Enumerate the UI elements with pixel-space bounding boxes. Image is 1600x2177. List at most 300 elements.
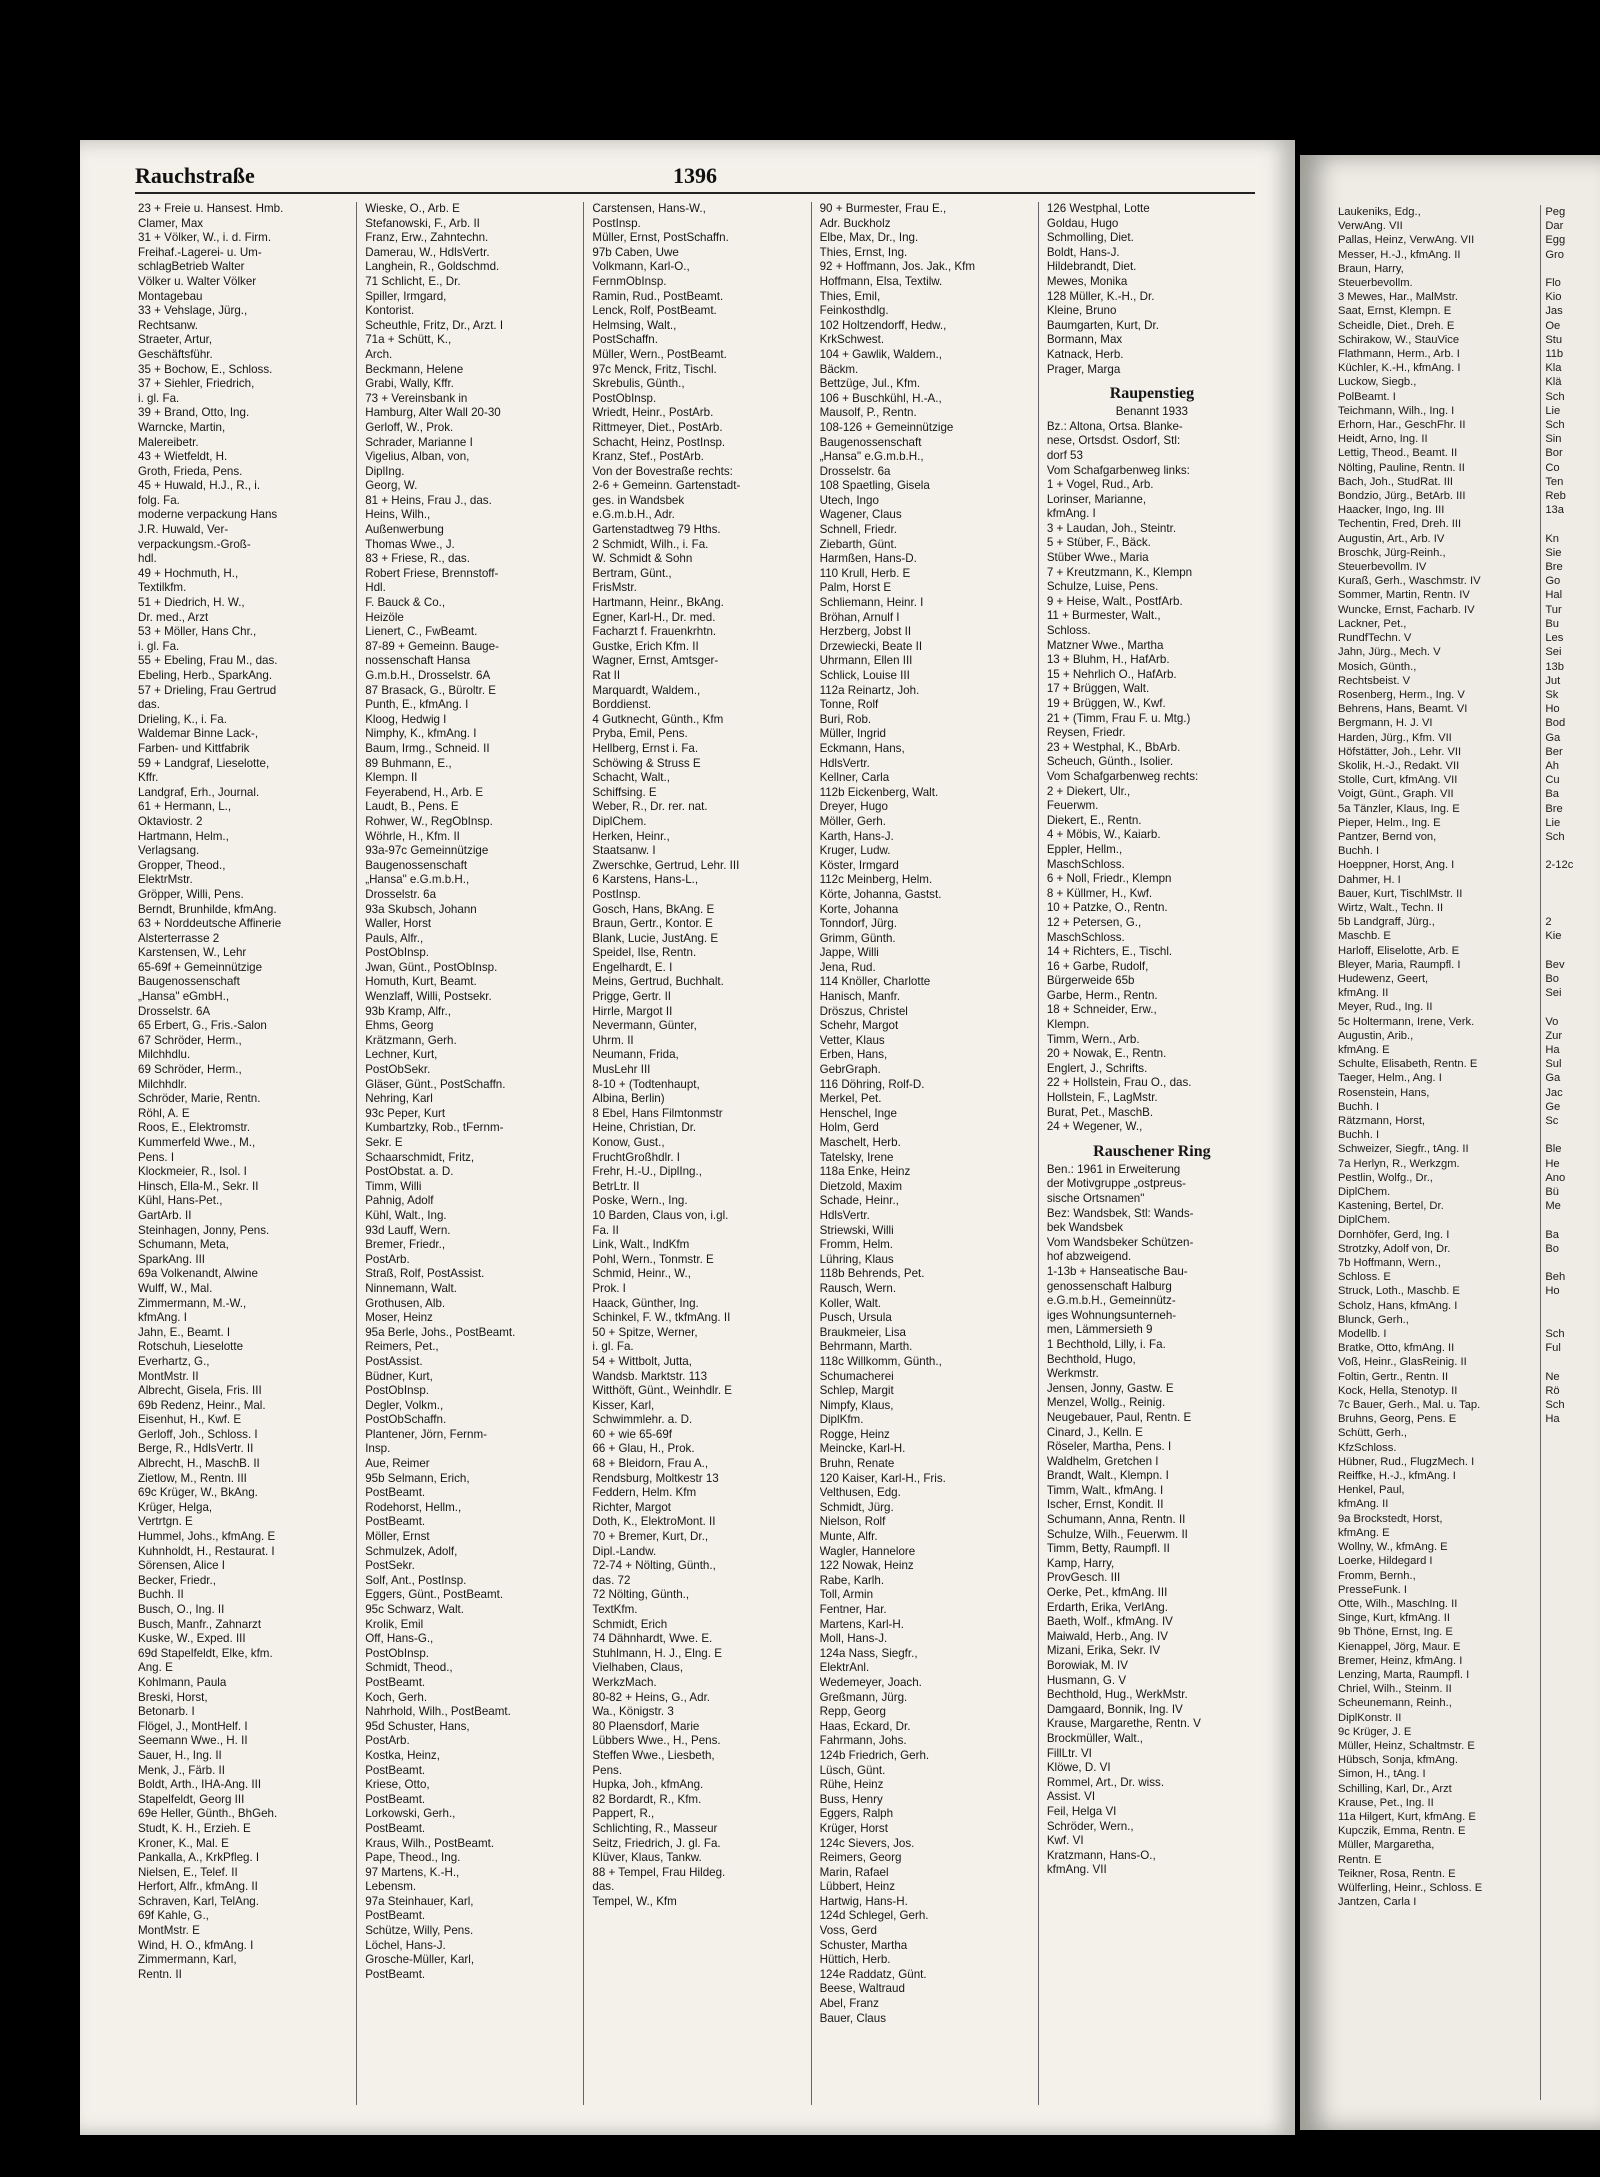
directory-entry: Laudt, B., Pens. E <box>365 800 459 814</box>
directory-entry: Oe <box>1545 319 1561 332</box>
directory-entry: Arch. <box>365 347 393 361</box>
directory-entry: Kraus, Wilh., PostBeamt. <box>365 1836 495 1850</box>
directory-entry: Textilkfm. <box>138 581 187 595</box>
right-directory-columns <box>1330 205 1600 2100</box>
directory-entry: PostInsp. <box>592 216 641 230</box>
directory-entry: Adr. Buckholz <box>819 216 891 230</box>
directory-entry <box>1545 1299 1596 1313</box>
directory-entry: 93a Skubsch, Johann <box>365 902 477 916</box>
directory-entry: Klöwe, D. VI <box>1046 1761 1111 1775</box>
directory-entry: Reiffke, H.-J., kfmAng. I <box>1338 1470 1456 1483</box>
directory-entry: MaschSchloss. <box>1046 857 1125 871</box>
directory-entry: Braun, Gertr., Kontor. E <box>592 917 713 931</box>
directory-entry: Feinkosthdlg. <box>819 304 889 318</box>
directory-entry: Kohlmann, Paula <box>138 1675 227 1689</box>
directory-entry: nese, Ortsdst. Osdorf, Stl: <box>1046 434 1181 448</box>
directory-entry: Gröpper, Willi, Pens. <box>138 887 244 901</box>
directory-entry: PostObInsp. <box>365 1384 430 1398</box>
directory-entry: Schumann, Meta, <box>138 1238 229 1252</box>
directory-entry <box>1545 944 1596 958</box>
directory-entry: Sch <box>1545 1399 1565 1412</box>
directory-entry: Witthöft, Günt., Weinhdlr. E <box>592 1384 733 1398</box>
directory-entry: Reimers, Pet., <box>365 1340 439 1354</box>
directory-entry: Assist. VI <box>1046 1790 1096 1804</box>
directory-entry <box>1545 1000 1596 1014</box>
directory-entry: Loerke, Hildegard I <box>1338 1555 1433 1568</box>
directory-entry <box>1545 887 1596 901</box>
directory-entry: Schlep, Margit <box>819 1384 894 1398</box>
directory-entry: Kuhnholdt, H., Restaurat. I <box>138 1544 275 1558</box>
directory-entry: PostBeamt. <box>365 1515 426 1529</box>
directory-entry: Weber, R., Dr. rer. nat. <box>592 800 708 814</box>
directory-entry: 1-13b + Hanseatische Bau- <box>1046 1264 1188 1278</box>
directory-entry: Scheuch, Günth., Isolier. <box>1046 755 1174 769</box>
directory-entry: bek Wandsbek <box>1046 1221 1124 1235</box>
directory-entry: Rendsburg, Moltkestr 13 <box>592 1471 719 1485</box>
directory-entry: Kuraß, Gerh., Waschmstr. IV <box>1338 575 1481 588</box>
directory-entry: Laukeniks, Edg., <box>1338 206 1421 218</box>
directory-entry: Timm, Walt., kfmAng. I <box>1046 1483 1164 1497</box>
directory-entry: 43 + Wietfeldt, H. <box>138 450 228 464</box>
directory-entry: 5 + Stüber, F., Bäck. <box>1046 536 1151 550</box>
directory-entry: 23 + Westphal, K., BbArb. <box>1046 740 1181 754</box>
directory-entry: Englert, J., Schrifts. <box>1046 1061 1148 1075</box>
directory-entry: Ben.: 1961 in Erweiterung <box>1046 1162 1181 1176</box>
directory-entry: Karth, Hans-J. <box>819 829 894 843</box>
directory-entry: Schacht, Heinz, PostInsp. <box>592 435 726 449</box>
directory-entry: Milchhdlu. <box>138 1048 191 1062</box>
directory-entry: 112a Reinartz, Joh. <box>819 683 920 697</box>
directory-entry: Drieling, K., i. Fa. <box>138 712 227 726</box>
directory-entry: Singe, Kurt, kfmAng. II <box>1338 1612 1450 1625</box>
directory-entry: Facharzt f. Frauenkrhtn. <box>592 625 717 639</box>
directory-entry: 22 + Hollstein, Frau O., das. <box>1046 1076 1192 1090</box>
directory-entry: VerwAng. VII <box>1338 220 1403 233</box>
directory-entry: Rechtsbeist. V <box>1338 674 1411 687</box>
directory-entry: Bez: Wandsbek, Stl: Wands- <box>1046 1206 1194 1220</box>
directory-entry: Bormann, Max <box>1046 333 1123 347</box>
directory-entry: Hdl. <box>365 581 386 595</box>
directory-entry: Hüttich, Herb. <box>819 1953 891 1967</box>
directory-entry: Bor <box>1545 447 1563 460</box>
directory-entry: Bettzüge, Jul., Kfm. <box>819 377 921 391</box>
directory-entry: Wandsb. Marktstr. 113 <box>592 1369 708 1383</box>
directory-entry: ProvGesch. III <box>1046 1571 1121 1585</box>
directory-entry: Bertram, Günt., <box>592 566 672 580</box>
directory-entry: Höfstätter, Joh., Lehr. VII <box>1338 745 1462 758</box>
directory-entry: Berge, R., HdlsVertr. II <box>138 1442 254 1456</box>
directory-entry: Jas <box>1545 305 1563 318</box>
directory-entry: Boldt, Arth., IHA-Ang. III <box>138 1778 262 1792</box>
directory-entry: Dipl.-Landw. <box>592 1544 657 1558</box>
directory-entry: 69d Stapelfeldt, Elke, kfm. <box>138 1646 273 1660</box>
directory-entry <box>1545 1256 1596 1270</box>
directory-entry: Pallas, Heinz, VerwAng. VII <box>1338 234 1475 247</box>
directory-entry: i. gl. Fa. <box>138 639 180 653</box>
directory-entry: Pohl, Wern., Tonmstr. E <box>592 1252 714 1266</box>
directory-entry: Bleyer, Maria, Raumpfl. I <box>1338 958 1461 971</box>
directory-entry: kfmAng. I <box>1046 507 1096 521</box>
directory-column <box>812 202 1039 2105</box>
directory-entry: 31 + Völker, W., i. d. Firm. <box>138 231 272 245</box>
directory-entry: GartArb. II <box>138 1208 192 1222</box>
directory-entry: 95a Berle, Johs., PostBeamt. <box>365 1325 516 1339</box>
directory-entry: W. Schmidt & Sohn <box>592 552 693 566</box>
directory-entry: 20 + Nowak, E., Rentn. <box>1046 1047 1167 1061</box>
directory-entry: 87-89 + Gemeinn. Bauge- <box>365 639 499 653</box>
directory-entry: Vo <box>1545 1015 1559 1028</box>
directory-entry: verpackungsm.-Groß- <box>138 537 251 551</box>
directory-entry: Bondzio, Jürg., BetArb. III <box>1338 490 1466 503</box>
directory-entry: 124a Nass, Siegfr., <box>819 1646 918 1660</box>
page-header <box>135 162 1255 194</box>
directory-entry: Menzel, Wollg., Reinig. <box>1046 1396 1166 1410</box>
directory-entry: e.G.m.b.H., Gemeinnütz- <box>1046 1294 1176 1308</box>
directory-entry: Klempn. II <box>365 771 418 785</box>
directory-entry: Bo <box>1545 972 1559 985</box>
directory-entry: Schnell, Friedr. <box>819 523 897 537</box>
directory-entry: Skolik, H.-J., Redakt. VII <box>1338 759 1460 772</box>
directory-entry: Schmid, Heinr., W., <box>592 1267 691 1281</box>
directory-entry: Bauer, Claus <box>819 2011 886 2025</box>
directory-entry: 92 + Hoffmann, Jos. Jak., Kfm <box>819 260 976 274</box>
directory-entry: Diekert, E., Rentn. <box>1046 813 1142 827</box>
directory-entry: Steuerbevollm. <box>1338 277 1413 290</box>
directory-entry: Kie <box>1545 930 1562 943</box>
directory-entry: Stefanowski, F., Arb. II <box>365 216 480 230</box>
directory-entry: Blunck, Gerh., <box>1338 1313 1409 1326</box>
directory-entry: Cu <box>1545 774 1560 787</box>
directory-entry: 118a Enke, Heinz <box>819 1165 911 1179</box>
directory-entry: Pape, Theod., Ing. <box>365 1851 461 1865</box>
directory-entry: PolBeamt. I <box>1338 390 1396 403</box>
directory-entry: dorf 53 <box>1046 448 1083 462</box>
directory-entry: Bauer, Kurt, TischlMstr. II <box>1338 887 1463 900</box>
directory-entry: Kffr. <box>138 771 159 785</box>
directory-entry: Meincke, Karl-H. <box>819 1442 906 1456</box>
directory-entry: DiplKonstr. II <box>1338 1711 1402 1724</box>
directory-entry: Dröszus, Christel <box>819 1004 908 1018</box>
directory-entry: MaschSchloss. <box>1046 930 1125 944</box>
directory-entry: Vertrtgn. E <box>138 1515 193 1529</box>
directory-entry: Ehms, Georg <box>365 1019 434 1033</box>
directory-entry: 13b <box>1545 660 1564 673</box>
directory-entry: 16 + Garbe, Rudolf, <box>1046 959 1149 973</box>
directory-entry: Erben, Hans, <box>819 1048 888 1062</box>
directory-entry: Doth, K., ElektroMont. II <box>592 1515 716 1529</box>
directory-entry: Sörensen, Alice I <box>138 1559 226 1573</box>
directory-entry: 104 + Gawlik, Waldem., <box>819 347 942 361</box>
directory-entry: 55 + Ebeling, Frau M., das. <box>138 654 278 668</box>
directory-entry: Menk, J., Färb. II <box>138 1763 225 1777</box>
directory-entry: Schloss. E <box>1338 1271 1391 1284</box>
directory-entry: Henkel, Paul, <box>1338 1484 1405 1497</box>
directory-entry: Kellner, Carla <box>819 771 890 785</box>
directory-entry: 108 Spaetling, Gisela <box>819 479 930 493</box>
directory-entry: Insp. <box>365 1442 391 1456</box>
directory-entry: 21 + (Timm, Frau F. u. Mtg.) <box>1046 711 1191 725</box>
directory-entry: Betonarb. I <box>138 1705 195 1719</box>
directory-entry: Langhein, R., Goldschmd. <box>365 260 500 274</box>
directory-entry: Baum, Irmg., Schneid. II <box>365 741 490 755</box>
directory-entry: PostObInsp. <box>365 946 430 960</box>
directory-entry: Voigt, Günt., Graph. VII <box>1338 788 1454 801</box>
directory-entry: 15 + Nehrlich O., HafArb. <box>1046 667 1177 681</box>
directory-entry: Nielsen, E., Telef. II <box>138 1865 238 1879</box>
directory-entry: Schwimmlehr. a. D. <box>592 1413 693 1427</box>
directory-entry: Damgaard, Bonnik, Ing. IV <box>1046 1702 1183 1716</box>
directory-entry: Pappert, R., <box>592 1807 655 1821</box>
directory-entry: Grimm, Günth. <box>819 931 896 945</box>
directory-entry: 69a Volkenandt, Alwine <box>138 1267 258 1281</box>
directory-column <box>1541 205 1600 2100</box>
directory-entry: Bröhan, Arnulf I <box>819 610 900 624</box>
directory-entry: Krause, Pet., Ing. II <box>1338 1796 1434 1809</box>
directory-entry: PostBeamt. <box>365 1486 426 1500</box>
directory-entry: Ba <box>1545 788 1559 801</box>
directory-entry: Schöwing & Struss E <box>592 756 701 770</box>
directory-entry: Eckmann, Hans, <box>819 741 905 755</box>
directory-entry: Nevermann, Günter, <box>592 1019 697 1033</box>
directory-entry: Lenzing, Marta, Raumpfl. I <box>1338 1668 1470 1681</box>
directory-entry: FernmObInsp. <box>592 274 667 288</box>
directory-entry: Poske, Wern., Ing. <box>592 1194 688 1208</box>
directory-entry: Harden, Jürg., Kfm. VII <box>1338 731 1452 744</box>
directory-entry: 33 + Vehslage, Jürg., <box>138 304 248 318</box>
directory-entry: Elbe, Max, Dr., Ing. <box>819 231 919 245</box>
directory-entry <box>1545 873 1596 887</box>
directory-entry: Clamer, Max <box>138 216 204 230</box>
directory-entry: PostObInsp. <box>365 1646 430 1660</box>
directory-entry: Hummel, Johs., kfmAng. E <box>138 1530 276 1544</box>
directory-entry: Rodehorst, Hellm., <box>365 1500 462 1514</box>
directory-entry: Kontorist. <box>365 304 415 318</box>
directory-entry: Martens, Karl-H. <box>819 1617 905 1631</box>
directory-entry: Straß, Rolf, PostAssist. <box>365 1267 485 1281</box>
directory-entry: Holm, Gerd <box>819 1121 879 1135</box>
directory-entry: Kroner, K., Mal. E <box>138 1836 229 1850</box>
directory-entry: Plantener, Jörn, Fernm- <box>365 1427 487 1441</box>
directory-entry: Haacker, Ingo, Ing. III <box>1338 504 1445 517</box>
directory-entry: Augustin, Arib., <box>1338 1029 1414 1042</box>
directory-entry: Co <box>1545 461 1560 474</box>
directory-entry: Prigge, Gertr. II <box>592 990 672 1004</box>
directory-entry: Jensen, Jonny, Gastw. E <box>1046 1381 1174 1395</box>
directory-entry: Uhrm. II <box>592 1033 634 1047</box>
directory-entry: Sch <box>1545 419 1565 432</box>
directory-entry: Rommel, Art., Dr. wiss. <box>1046 1775 1165 1789</box>
directory-entry: Wagener, Claus <box>819 508 902 522</box>
directory-entry <box>1545 901 1596 915</box>
directory-entry: Landgraf, Erh., Journal. <box>138 785 260 799</box>
directory-entry: Neumann, Frida, <box>592 1048 679 1062</box>
directory-entry: 95b Selmann, Erich, <box>365 1471 470 1485</box>
directory-entry: Maiwald, Herb., Ang. IV <box>1046 1629 1168 1643</box>
directory-entry: 8 + Küllmer, H., Kwf. <box>1046 886 1153 900</box>
directory-entry: 37 + Siehler, Friedrich, <box>138 377 255 391</box>
directory-entry: Rentn. II <box>138 1967 182 1981</box>
directory-entry: 8 Ebel, Hans Filmtonmstr <box>592 1106 723 1120</box>
directory-entry: Ah <box>1545 759 1559 772</box>
directory-entry: 124b Friedrich, Gerh. <box>819 1748 930 1762</box>
directory-entry: Stolle, Curt, kfmAng. VII <box>1338 774 1458 787</box>
directory-entry: Eggers, Ralph <box>819 1807 894 1821</box>
directory-entry: Stu <box>1545 333 1563 346</box>
directory-entry: Bremer, Friedr., <box>365 1238 446 1252</box>
directory-entry: KfzSchloss. <box>1338 1441 1397 1454</box>
directory-entry: Rauschener Ring <box>1093 1142 1211 1160</box>
directory-entry: 114 Knöller, Charlotte <box>819 975 931 989</box>
directory-entry: 9a Brockstedt, Horst, <box>1338 1512 1443 1525</box>
directory-entry: 71a + Schütt, K., <box>365 333 452 347</box>
directory-entry: Bre <box>1545 561 1563 574</box>
directory-entry: 53 + Möller, Hans Chr., <box>138 625 257 639</box>
directory-entry: 9c Krüger, J. E <box>1338 1725 1412 1738</box>
directory-entry: Lenck, Rolf, PostBeamt. <box>592 304 717 318</box>
directory-entry: Sch <box>1545 390 1565 403</box>
directory-entry: Kummerfeld Wwe., M., <box>138 1136 256 1149</box>
directory-entry: Groth, Frieda, Pens. <box>138 464 243 478</box>
directory-entry: 124c Sievers, Jos. <box>819 1836 915 1850</box>
directory-entry: 124e Raddatz, Günt. <box>819 1967 927 1981</box>
directory-entry: Köster, Irmgard <box>819 858 899 872</box>
directory-entry: Breski, Horst, <box>138 1690 208 1704</box>
directory-entry: Nölting, Pauline, Rentn. II <box>1338 461 1465 474</box>
directory-entry: men, Lämmersieth 9 <box>1046 1323 1153 1337</box>
directory-entry: Hartmann, Helm., <box>138 829 229 843</box>
directory-entry: Velthusen, Edg. <box>819 1486 901 1500</box>
directory-entry: Bre <box>1545 802 1563 815</box>
directory-entry: Benannt 1933 <box>1115 405 1189 419</box>
directory-entry: Vom Wandsbeker Schützen- <box>1046 1235 1194 1249</box>
directory-entry: 35 + Bochow, E., Schloss. <box>138 362 273 376</box>
directory-entry: 2 <box>1545 916 1552 929</box>
directory-entry: MontMstr. II <box>138 1369 199 1383</box>
directory-entry: Schütze, Willy, Pens. <box>365 1924 474 1938</box>
directory-entry: Thies, Ernst, Ing. <box>819 245 908 259</box>
directory-entry: 2 + Diekert, Ulr., <box>1046 784 1131 798</box>
directory-entry: Georg, W. <box>365 479 418 493</box>
directory-entry: 4 Gutknecht, Günth., Kfm <box>592 712 724 726</box>
directory-entry: Hal <box>1545 589 1563 602</box>
directory-entry: Everhartz, G., <box>138 1354 210 1368</box>
directory-entry: Schmidt, Erich <box>592 1617 668 1631</box>
right-page <box>1300 155 1600 2130</box>
directory-entry: Sie <box>1545 546 1562 559</box>
directory-entry: Müller, Heinz, Schaltmstr. E <box>1338 1739 1475 1752</box>
directory-entry: Wirtz, Walt., Techn. II <box>1338 901 1444 914</box>
directory-entry: Grothusen, Alb. <box>365 1296 446 1310</box>
directory-entry: Rö <box>1545 1384 1560 1397</box>
directory-entry: Gro <box>1545 248 1564 261</box>
directory-entry: Steinhagen, Jonny, Pens. <box>138 1223 270 1237</box>
directory-entry: Schröder, Marie, Rentn. <box>138 1092 261 1106</box>
directory-entry: Freihaf.-Lagerei- u. Um- <box>138 245 262 259</box>
directory-entry: Eisenhut, H., Kwf. E <box>138 1413 242 1427</box>
directory-entry: Kumbartzky, Rob., tFernm- <box>365 1121 504 1135</box>
directory-entry: Wollny, W., kfmAng. E <box>1338 1541 1448 1554</box>
directory-entry: Rühe, Heinz <box>819 1778 884 1792</box>
directory-entry: Homuth, Kurt, Beamt. <box>365 975 477 989</box>
directory-entry: Schulze, Wilh., Feuerwm. II <box>1046 1527 1188 1541</box>
directory-entry: Wagler, Hannelore <box>819 1544 916 1558</box>
directory-entry: Feuerwm. <box>1046 799 1099 813</box>
directory-entry: 4 + Möbis, W., Kaiarb. <box>1046 828 1161 842</box>
directory-entry: Flo <box>1545 277 1561 290</box>
directory-entry: Straeter, Artur, <box>138 333 213 347</box>
directory-entry: Striewski, Willi <box>819 1223 894 1237</box>
directory-entry: 69e Heller, Günth., BhGeh. <box>138 1807 278 1821</box>
directory-entry: 95d Schuster, Hans, <box>365 1719 470 1733</box>
directory-entry: 6 Karstens, Hans-L., <box>592 873 699 887</box>
directory-entry: 69f Kahle, G., <box>138 1909 209 1923</box>
directory-entry: Nimphy, K., kfmAng. I <box>365 727 477 741</box>
directory-entry: Kastening, Bertel, Dr. <box>1338 1200 1444 1213</box>
directory-entry: Schilling, Karl, Dr., Arzt <box>1338 1782 1452 1795</box>
directory-entry: Schloss. <box>1046 624 1091 638</box>
directory-entry: Dreyer, Hugo <box>819 800 888 814</box>
directory-entry: Hartmann, Heinr., BkAng. <box>592 596 724 610</box>
directory-entry: Schweizer, Siegfr., tAng. II <box>1338 1143 1469 1156</box>
directory-entry: 13 + Bluhm, H., HafArb. <box>1046 653 1170 667</box>
directory-column <box>357 202 584 2105</box>
directory-entry: 112b Eickenberg, Walt. <box>819 785 939 799</box>
directory-entry: Bechthold, Hugo, <box>1046 1352 1136 1366</box>
directory-entry: Stüber Wwe., Maria <box>1046 551 1149 565</box>
directory-entry: Dietzold, Maxim <box>819 1179 903 1193</box>
directory-entry: Broschk, Jürg-Reinh., <box>1338 546 1446 559</box>
directory-entry: Egg <box>1545 234 1566 247</box>
directory-entry: Jantzen, Carla I <box>1338 1896 1417 1909</box>
directory-entry: 2-12c <box>1545 859 1574 872</box>
directory-entry: Pestlin, Wolfg., Dr., <box>1338 1171 1433 1184</box>
directory-entry: Sekr. E <box>365 1136 403 1149</box>
directory-entry: 8-10 + (Todtenhaupt, <box>592 1077 700 1091</box>
directory-entry: PostBeamt. <box>365 1909 426 1923</box>
directory-entry: Farben- und Kittfabrik <box>138 741 250 755</box>
directory-entry: Schmulzek, Adolf, <box>365 1544 458 1558</box>
directory-entry: Verlagsang. <box>138 844 200 858</box>
directory-entry: Ga <box>1545 1072 1561 1085</box>
directory-entry: Oktaviostr. 2 <box>138 814 203 828</box>
directory-entry: 24 + Wegener, W., <box>1046 1120 1143 1134</box>
directory-entry: KrkSchwest. <box>819 333 885 347</box>
directory-entry: Voß, Heinr., GlasReinig. II <box>1338 1356 1467 1369</box>
directory-entry: Munte, Alfr. <box>819 1530 878 1544</box>
directory-entry: Rätzmann, Horst, <box>1338 1115 1426 1127</box>
directory-entry: Röhl, A. E <box>138 1106 190 1120</box>
directory-entry: Ge <box>1545 1100 1561 1113</box>
directory-entry: 93c Peper, Kurt <box>365 1106 446 1120</box>
directory-entry: Zietlow, M., Rentn. III <box>138 1471 247 1485</box>
directory-entry: kfmAng. II <box>1338 1498 1389 1511</box>
directory-entry: PostBeamt. <box>365 1792 426 1806</box>
directory-entry <box>1545 1128 1596 1142</box>
directory-entry: Bäckm. <box>819 362 859 376</box>
directory-entry: 23 + Freie u. Hansest. Hmb. <box>138 202 284 215</box>
directory-entry: Kühl, Walt., Ing. <box>365 1208 447 1222</box>
directory-entry: Vigelius, Alban, von, <box>365 450 470 464</box>
directory-entry: Müller, Wern., PostBeamt. <box>592 347 727 361</box>
directory-entry: Scheunemann, Reinh., <box>1338 1697 1452 1710</box>
directory-entry: Engelhardt, E. I <box>592 960 673 974</box>
directory-entry: das. <box>592 1880 615 1894</box>
directory-entry: 11b <box>1545 348 1564 361</box>
directory-entry: Baugenossenschaft <box>138 975 240 989</box>
directory-entry: Dornhöfer, Gerd, Ing. I <box>1338 1228 1450 1241</box>
directory-entry: Ble <box>1545 1143 1562 1156</box>
directory-entry: Berndt, Brunhilde, kfmAng. <box>138 902 277 916</box>
